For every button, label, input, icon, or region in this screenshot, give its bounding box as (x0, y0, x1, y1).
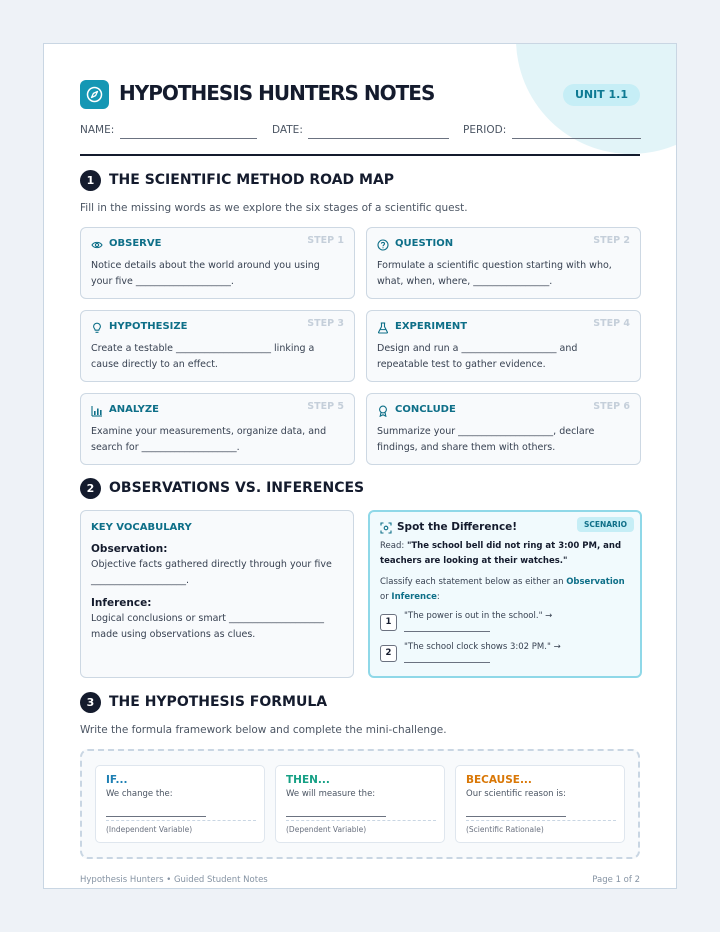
step-text: Formulate a scientific question starting with who, what, when, where, ________________. (377, 260, 612, 287)
formula-note: (Dependent Variable) (286, 825, 367, 834)
classify-item (380, 612, 632, 640)
step-number: STEP 1 (307, 235, 344, 246)
award-icon (377, 405, 389, 417)
step-name: CONCLUDE (395, 404, 456, 415)
name-line[interactable] (120, 138, 257, 139)
step-name: ANALYZE (109, 404, 159, 415)
step-text: Summarize your ____________________, declare findings, and share them with others. (377, 426, 595, 453)
header (80, 80, 640, 110)
inference-definition: Logical conclusions or smart ____________________ made using observations as clues. (91, 613, 325, 640)
step-number: STEP 5 (307, 401, 344, 412)
step-text: Design and run a ____________________ and repeatable test to gather evidence. (377, 343, 578, 370)
formula-head: IF... (106, 774, 128, 786)
step-name: HYPOTHESIZE (109, 321, 188, 332)
dashed-divider (106, 820, 256, 821)
answer-line[interactable] (404, 631, 490, 632)
period-line[interactable] (512, 138, 641, 139)
hypothesis-formula-box (80, 749, 640, 859)
formula-note: (Scientific Rationale) (466, 825, 544, 834)
item-number-box: 2 (380, 645, 397, 662)
step-name: QUESTION (395, 238, 454, 249)
section-3-intro: Write the formula framework below and complete the mini-challenge. (80, 724, 447, 736)
step-card-observe (80, 227, 355, 299)
date-label: DATE: (272, 124, 303, 136)
unit-badge: UNIT 1.1 (563, 84, 640, 106)
date-line[interactable] (308, 138, 449, 139)
inference-keyword: Inference (391, 592, 437, 602)
section-3-heading (80, 692, 640, 714)
name-label: NAME: (80, 124, 115, 136)
formula-prompt: We change the: (106, 789, 173, 799)
step-text: Notice details about the world around you using your five ____________________. (91, 260, 320, 287)
section-2-heading (80, 478, 640, 500)
item-statement: "The power is out in the school." → (404, 611, 553, 621)
step-number: STEP 3 (307, 318, 344, 329)
section-1-intro: Fill in the missing words as we explore the six stages of a scientific quest. (80, 202, 468, 214)
scenario-badge: SCENARIO (577, 517, 634, 532)
flask-icon (377, 322, 389, 334)
observation-keyword: Observation (566, 577, 625, 587)
formula-note: (Independent Variable) (106, 825, 193, 834)
formula-head: THEN... (286, 774, 330, 786)
formula-head: BECAUSE... (466, 774, 532, 786)
observation-definition: Objective facts gathered directly through your five ____________________. (91, 559, 332, 586)
classify-instruction (380, 575, 632, 605)
formula-prompt: Our scientific reason is: (466, 789, 566, 799)
step-card-hypothesize (80, 310, 355, 382)
inference-term: Inference: (91, 597, 152, 609)
section-title: THE HYPOTHESIS FORMULA (109, 694, 328, 710)
eye-icon (91, 239, 103, 251)
footer-left: Hypothesis Hunters • Guided Student Notes (80, 875, 268, 885)
key-vocabulary-box (80, 510, 354, 678)
period-label: PERIOD: (463, 124, 507, 136)
formula-prompt: We will measure the: (286, 789, 376, 799)
item-statement: "The school clock shows 3:02 PM." → (404, 642, 561, 652)
lightbulb-icon (91, 322, 103, 334)
section-number: 2 (80, 478, 101, 499)
section-number: 1 (80, 170, 101, 191)
bar-chart-icon (91, 405, 103, 417)
formula-card-because (455, 765, 625, 843)
page-number: Page 1 of 2 (592, 875, 640, 885)
dashed-divider (286, 820, 436, 821)
read-quote: "The school bell did not ring at 3:00 PM, and teachers are looking at their watches." (380, 541, 622, 566)
step-card-conclude (366, 393, 641, 465)
student-info-fields (80, 124, 640, 140)
formula-card-if (95, 765, 265, 843)
step-name: EXPERIMENT (395, 321, 468, 332)
step-text: Examine your measurements, organize data, and search for ____________________. (91, 426, 327, 453)
section-title: OBSERVATIONS VS. INFERENCES (109, 480, 365, 496)
step-card-analyze (80, 393, 355, 465)
page-footer (80, 875, 640, 885)
dashed-divider (466, 820, 616, 821)
question-icon (377, 239, 389, 251)
scenario-box (368, 510, 642, 678)
answer-line[interactable] (404, 662, 490, 663)
step-name: OBSERVE (109, 238, 162, 249)
section-1-heading (80, 170, 640, 192)
observation-term: Observation: (91, 543, 168, 555)
step-number: STEP 2 (593, 235, 630, 246)
formula-card-then (275, 765, 445, 843)
worksheet-page (43, 43, 677, 889)
item-number-box: 1 (380, 614, 397, 631)
classify-text: Classify each statement below as either an (380, 577, 564, 587)
section-number: 3 (80, 692, 101, 713)
scenario-prompt (380, 539, 632, 569)
step-card-experiment (366, 310, 641, 382)
step-text: Create a testable ____________________ linking a cause directly to an effect. (91, 343, 315, 370)
scenario-title: Spot the Difference! (397, 521, 518, 533)
classify-or: or (380, 592, 389, 602)
vocab-heading: KEY VOCABULARY (91, 522, 192, 533)
answer-line[interactable] (106, 816, 206, 817)
read-label: Read: (380, 541, 405, 551)
step-card-question (366, 227, 641, 299)
answer-line[interactable] (466, 816, 566, 817)
page-title: HYPOTHESIS HUNTERS NOTES (119, 81, 435, 105)
step-number: STEP 4 (593, 318, 630, 329)
header-divider (80, 154, 640, 156)
compass-icon (80, 80, 109, 109)
step-number: STEP 6 (593, 401, 630, 412)
answer-line[interactable] (286, 816, 386, 817)
scan-icon (380, 522, 392, 534)
section-title: THE SCIENTIFIC METHOD ROAD MAP (109, 172, 395, 188)
classify-item (380, 643, 632, 671)
classify-colon: : (436, 592, 440, 602)
